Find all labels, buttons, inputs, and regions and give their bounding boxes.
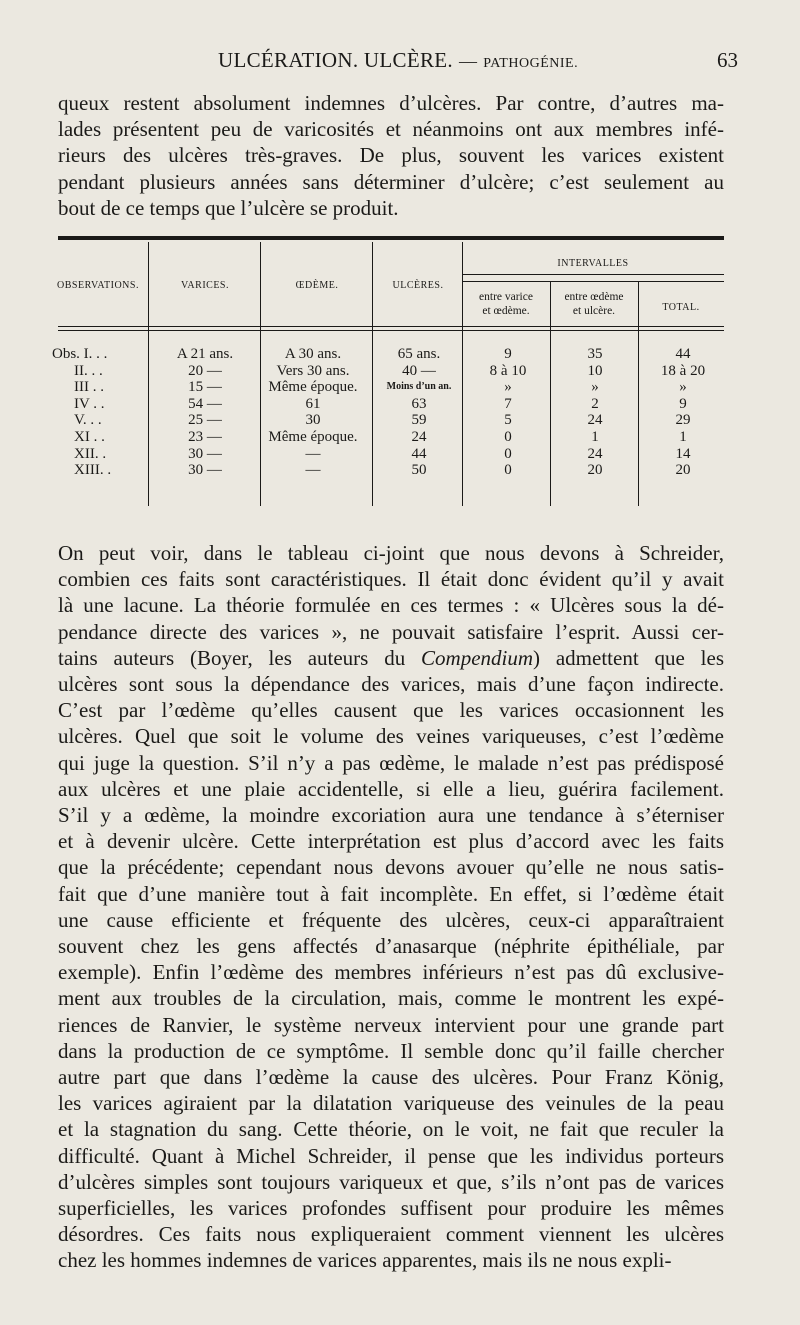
table-cell-obs: IV . . — [74, 395, 105, 412]
table-cell-ulceres: 50 — [411, 462, 427, 479]
table-cell-oedeme: 30 — [305, 412, 321, 429]
header-bottom-rule — [58, 326, 724, 327]
table-cell-obs: V. . . — [74, 412, 102, 429]
table-cell-obs: Obs. I. . . — [52, 346, 108, 362]
text-line: fait que d’une manière tout à fait incomplète. En effet, si l’œdème était — [58, 881, 724, 906]
table-cell-oedeme: Même époque. — [268, 379, 358, 396]
running-header — [58, 48, 738, 78]
table-cell-total: 9 — [679, 395, 687, 412]
text-line: ment aux troubles de la circulation, mais, comme le montrent les expé- — [58, 986, 724, 1011]
text-line: tains auteurs (Boyer, les auteurs du Compendium) admettent que les — [58, 645, 724, 670]
text-line: C’est par l’œdème qu’elles causent que les varices occasionnent les — [58, 698, 724, 723]
table-cell-ulceres: 24 — [411, 429, 427, 445]
table-cell-oedeme: — — [305, 445, 321, 462]
table-cell-ulceres: 63 — [411, 395, 427, 412]
table-cell-total: 29 — [675, 412, 691, 429]
table-cell-obs: XII. . — [74, 445, 107, 462]
table-cell-total: 14 — [675, 445, 691, 462]
text-line: queux restent absolument indemnes d’ulcères. Par contre, d’autres ma- — [58, 91, 724, 115]
table-cell-i2: 10 — [587, 362, 603, 379]
table-cell-oedeme: 61 — [305, 395, 321, 412]
table-cell-total: 20 — [675, 462, 691, 479]
header-interval-1: entre varice et œdème. — [479, 291, 533, 317]
table-cell-i2: 24 — [587, 445, 603, 462]
section-title: PATHOGÉNIE. — [483, 56, 579, 71]
text-line: difficulté. Quant à Michel Schreider, il pense que les individus porteurs — [58, 1143, 724, 1168]
chapter-title: ULCÉRATION. ULCÈRE. — [218, 48, 453, 72]
header-varices: VARICES. — [181, 280, 229, 291]
text-line: exemple). Enfin l’œdème des membres inférieurs n’est pas dû exclusive- — [58, 960, 724, 985]
intervalles-rule — [462, 274, 724, 275]
paragraph-1 — [58, 90, 724, 221]
table-top-rule — [58, 236, 724, 240]
table-cell-obs: II. . . — [74, 362, 103, 379]
table-cell-varices: 30 — — [188, 462, 222, 479]
table-cell-ulceres: 44 — [411, 445, 427, 462]
table-cell-varices: 25 — — [188, 412, 222, 429]
table-cell-ulceres: Moins d’un an. — [386, 381, 452, 393]
intervalles-rule-2 — [462, 281, 724, 282]
table-cell-i2: 2 — [591, 395, 599, 412]
table-cell-i1: 8 à 10 — [489, 362, 527, 379]
table-cell-total: » — [679, 379, 687, 396]
table-cell-i1: » — [504, 379, 512, 396]
table-cell-i2: 35 — [587, 346, 603, 362]
table-cell-total: 44 — [675, 346, 691, 362]
header-dash: — — [458, 51, 478, 71]
text-line: là une lacune. La théorie formulée en ces termes : « Ulcères sous la dé- — [58, 593, 724, 618]
table-cell-oedeme: Vers 30 ans. — [276, 362, 350, 379]
text-line: ulcères sont sous la dépendance des varices, mais d’une façon indirecte. — [58, 672, 724, 697]
table-cell-i1: 0 — [504, 462, 512, 479]
text-line: une cause efficiente et fréquente des ulcères, ceux-ci apparaîtraient — [58, 907, 724, 932]
text-line: dans la production de ce symptôme. Il semble donc qu’il faille chercher — [58, 1038, 724, 1063]
text-line: pendant plusieurs années sans déterminer d’ulcère; c’est seulement au — [58, 169, 724, 194]
text-line: superficielles, les varices profondes suffisent pour produire les mêmes — [58, 1196, 724, 1221]
table-cell-ulceres: 65 ans. — [397, 346, 441, 362]
table-cell-i1: 7 — [504, 395, 512, 412]
text-line: bout de ce temps que l’ulcère se produit. — [58, 195, 399, 220]
text-line: que la précédente; cependant nous devons avouer qu’elle ne nous satis- — [58, 855, 724, 880]
text-line: combien ces faits sont caractéristiques. Il était donc évident qu’il y avait — [58, 567, 724, 592]
text-line: qui juge la question. S’il n’y a pas œdème, le malade n’est pas prédisposé — [58, 750, 724, 775]
header-observations: OBSERVATIONS. — [57, 280, 139, 291]
observations-table — [52, 236, 724, 508]
text-line: d’ulcères simples sont toujours variqueux et que, s’ils n’ont pas de varices — [58, 1169, 724, 1194]
table-cell-total: 1 — [679, 429, 687, 445]
page-number: 63 — [717, 48, 738, 72]
table-cell-ulceres: 59 — [411, 412, 427, 429]
table-cell-i1: 5 — [504, 412, 512, 429]
table-cell-i1: 0 — [504, 429, 512, 445]
table-cell-varices: 20 — — [188, 362, 222, 379]
table-cell-total: 18 à 20 — [660, 362, 706, 379]
table-cell-oedeme: A 30 ans. — [284, 346, 342, 362]
text-line: et la stagnation du sang. Cette théorie, on le voit, ne fait que reculer la — [58, 1117, 724, 1142]
table-cell-obs: XI . . — [74, 429, 105, 445]
header-bottom-rule-2 — [58, 330, 724, 331]
table-cell-varices: 30 — — [188, 445, 222, 462]
text-line: S’il y a œdème, la moindre excoriation aura une tendance à s’éterniser — [58, 803, 724, 828]
table-cell-varices: 54 — — [188, 395, 222, 412]
table-cell-i1: 9 — [504, 346, 512, 362]
table-cell-varices: A 21 ans. — [176, 346, 234, 362]
text-line: On peut voir, dans le tableau ci-joint que nous devons à Schreider, — [58, 541, 724, 565]
text-line: ulcères. Quel que soit le volume des veines variqueuses, c’est l’œdème — [58, 724, 724, 749]
table-cell-ulceres: 40 — — [402, 362, 436, 379]
header-ulceres: ULCÈRES. — [392, 280, 444, 291]
text-line: aux ulcères et une plaie accidentelle, si elle a lieu, guérira facilement. — [58, 776, 724, 801]
header-oedeme: ŒDÈME. — [295, 280, 339, 291]
header-interval-2: entre œdème et ulcère. — [564, 291, 624, 317]
table-cell-i2: 1 — [591, 429, 599, 445]
table-cell-varices: 23 — — [188, 429, 222, 445]
table-cell-oedeme: — — [305, 462, 321, 479]
text-line: autre part que dans l’œdème la cause des ulcères. Pour Franz König, — [58, 1065, 724, 1090]
text-line: chez les hommes indemnes de varices apparentes, mais ils ne nous expli- — [58, 1248, 672, 1273]
paragraph-2 — [58, 540, 724, 1274]
text-line: souvent chez les gens affectés d’anasarque (néphrite épithéliale, par — [58, 934, 724, 959]
header-total: TOTAL. — [662, 302, 700, 313]
text-line: rieurs des ulcères très-graves. De plus, souvent les varices existent — [58, 143, 724, 168]
table-cell-oedeme: Même époque. — [268, 429, 358, 445]
table-cell-i1: 0 — [504, 445, 512, 462]
text-line: riences de Ranvier, le système nerveux intervient pour une grande part — [58, 1012, 724, 1037]
table-cell-obs: XIII. . — [74, 462, 112, 479]
text-line: pendance directe des varices », ne pouvait satisfaire l’esprit. Aussi cer- — [58, 619, 724, 644]
text-line: désordres. Ces faits nous expliqueraient comment viennent les ulcères — [58, 1222, 724, 1247]
text-line: lades présentent peu de varicosités et néanmoins ont aux membres infé- — [58, 117, 724, 142]
table-cell-obs: III . . — [74, 379, 104, 396]
table-cell-i2: 20 — [587, 462, 603, 479]
header-intervalles: INTERVALLES — [557, 258, 629, 269]
table-cell-i2: » — [591, 379, 599, 396]
table-cell-i2: 24 — [587, 412, 603, 429]
text-line: et à devenir ulcère. Cette interprétation est plus d’accord avec les faits — [58, 829, 724, 854]
table-cell-varices: 15 — — [188, 379, 222, 396]
text-line: les varices agiraient par la dilatation variqueuse des veinules de la peau — [58, 1091, 724, 1116]
